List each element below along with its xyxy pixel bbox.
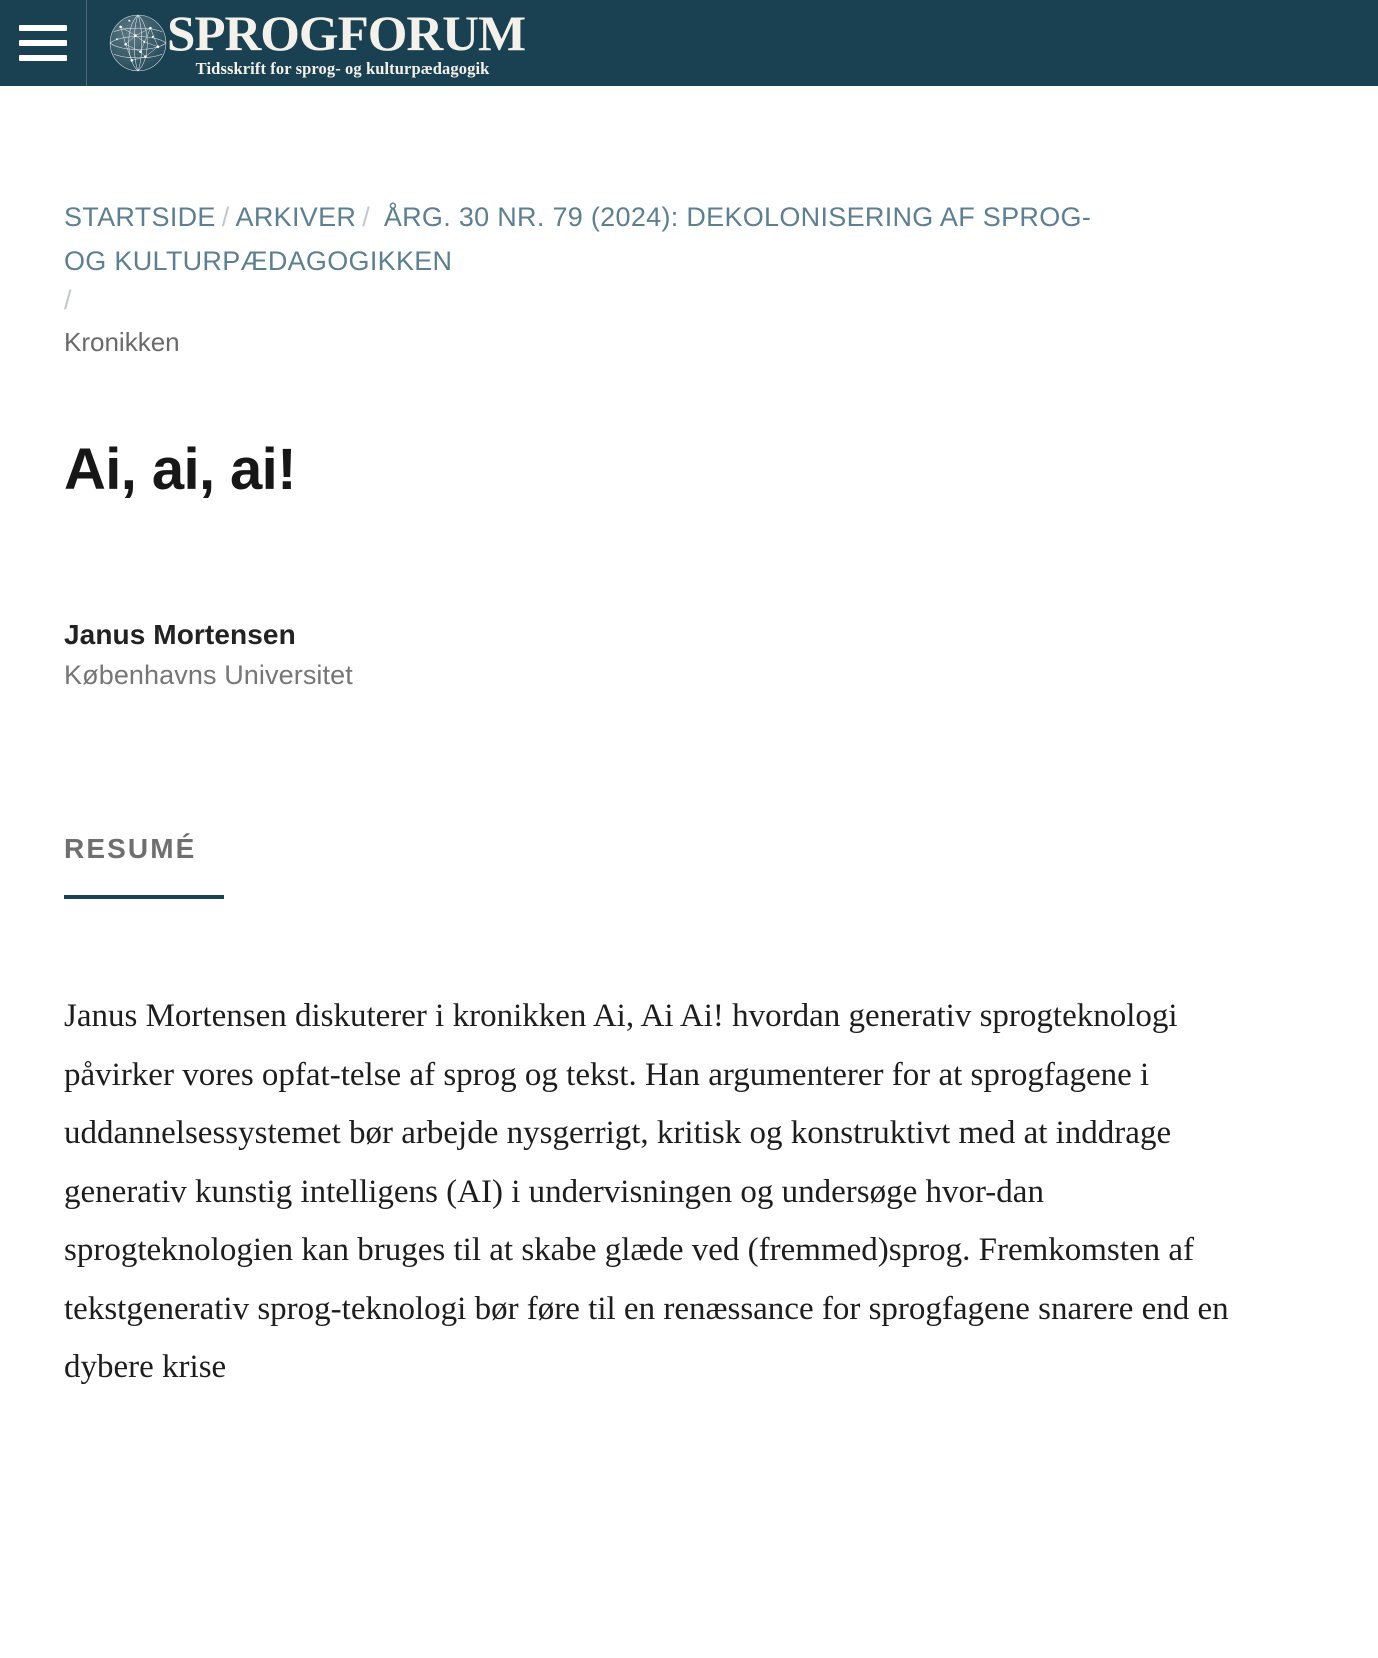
hamburger-icon-bar-middle [19, 40, 67, 46]
hamburger-menu-button[interactable] [0, 0, 86, 86]
abstract-heading: RESUMÉ [64, 833, 197, 865]
breadcrumb-separator: / [362, 202, 370, 232]
site-header [0, 0, 1378, 86]
breadcrumb-item-home[interactable]: STARTSIDE [64, 202, 216, 232]
abstract-text: Janus Mortensen diskuterer i kronikken Ai, Ai Ai! hvordan generativ sprogteknologi påvirker vores opfat-telse af sprog og tekst. Han argumenterer for at sprogfagene i uddannelsessystemet bør arbejde nysgerrigt, kritisk og konstruktivt med at inddrage generativ kunstig intelligens (AI) i undervisningen og undersøge hvor-dan sprogteknologien kan bruges til at skabe glæde ved (fremmed)sprog. Fremkomsten af tekstgenerativ sprog-teknologi bør føre til en renæssance for sprogfagene snarere end en dybere krise [64, 998, 1229, 1385]
breadcrumb-item-archives[interactable]: ARKIVER [235, 202, 357, 232]
page-content [0, 196, 1378, 1396]
site-tagline: Tidsskrift for sprog- og kulturpædagogik [195, 58, 490, 78]
hamburger-icon-bar-bottom [19, 55, 67, 61]
page-title: Ai, ai, ai! [64, 436, 296, 502]
breadcrumb-separator: / [221, 202, 230, 232]
author-affiliation: Københavns Universitet [64, 660, 353, 691]
abstract-section [64, 833, 1314, 1396]
breadcrumb [64, 196, 1094, 363]
site-logo[interactable] [87, 0, 526, 86]
breadcrumb-item-issue[interactable]: ÅRG. 30 NR. 79 (2024): DEKOLONISERING AF SPROG- OG KULTURPÆDAGOGIKKEN [64, 202, 1092, 276]
network-globe-icon [107, 12, 169, 74]
breadcrumb-item-section: Kronikken [64, 326, 180, 357]
site-title: SPROGFORUM [167, 4, 526, 61]
breadcrumb-separator: / [64, 285, 72, 316]
hamburger-icon-bar-top [19, 25, 67, 31]
author-name: Janus Mortensen [64, 619, 296, 651]
abstract-heading-rule [64, 895, 224, 899]
author-list [64, 619, 1314, 691]
